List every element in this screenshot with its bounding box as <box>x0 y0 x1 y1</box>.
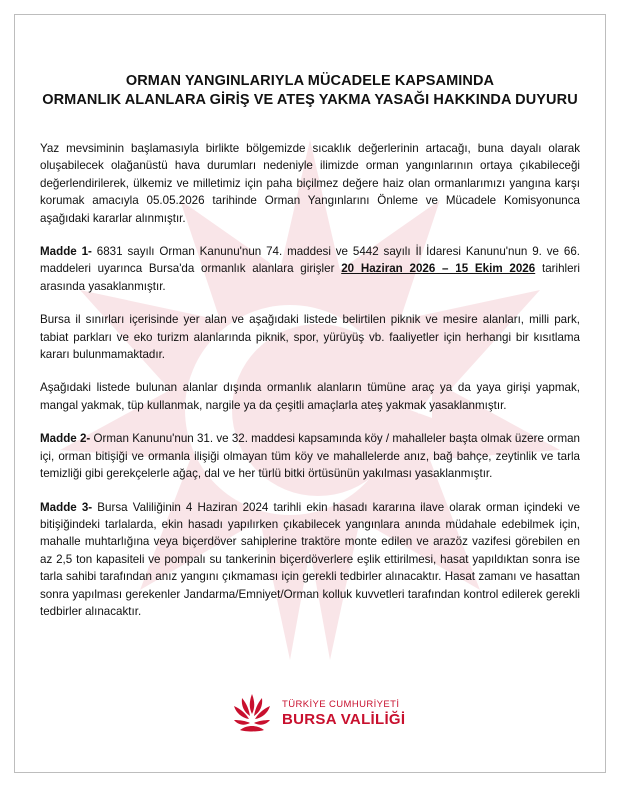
document-title <box>40 72 580 110</box>
document-body <box>40 72 580 636</box>
tulip-emblem-icon <box>228 690 276 738</box>
logo-line-2: BURSA VALİLİĞİ <box>282 711 406 728</box>
ban-paragraph: Aşağıdaki listede bulunan alanlar dışında ormanlık alanların tümüne araç ya da yaya girişi yapmak, mangal yakmak, tüp kullanmak, nargile ya da çeşitli amaçlarla ateş yakmak yasaklanmıştır. <box>40 381 580 412</box>
madde-1-dates: 20 Haziran 2026 – 15 Ekim 2026 <box>341 262 536 276</box>
logo-text <box>282 699 405 729</box>
intro-paragraph: Yaz mevsiminin başlamasıyla birlikte bölgemizde sıcaklık değerlerinin artacağı, buna dayalı olarak oluşabilecek olağanüstü hava durumları nedeniyle ilimizde orman yangınlarının ortaya çıkabileceği değerlendirilerek, ülkemiz ve milletimiz için paha biçilmez değere haiz olan ormanlarımızı yangına karşı korumak amacıyla 05.05.2026 tarihinde Orman Yangınlarını Önleme ve Mücadele Komisyonunca aşağıdaki kararlar alınmıştır. <box>40 142 580 225</box>
madde-2-paragraph <box>40 430 580 482</box>
title-line-1: ORMAN YANGINLARIYLA MÜCADELE KAPSAMINDA <box>125 73 495 89</box>
madde-2-label: Madde 2- <box>40 432 91 446</box>
madde-2-text: Orman Kanunu'nun 31. ve 32. maddesi kapsamında köy / mahalleler başta olmak üzere orman içi, orman bitişiği ve ormanla ilişiği olmayan tüm köy ve mahallelerde anız, bağ bahçe, zeytinlik ve tarla temizliği gibi gerekçelerle ağaç, dal ve her türlü bitki örtüsünün yakılması yasaklanmıştır. <box>40 432 581 481</box>
madde-3-paragraph <box>40 499 580 621</box>
logo-line-1: TÜRKİYE CUMHURİYETİ <box>282 699 400 710</box>
madde-1-text-b: tarihleri arasında yasaklanmıştır. <box>40 262 580 293</box>
madde-1-label: Madde 1- <box>40 245 92 259</box>
bursa-valiligi-logo <box>228 690 406 738</box>
title-line-2: ORMANLIK ALANLARA GİRİŞ VE ATEŞ YAKMA YASAĞI HAKKINDA DUYURU <box>42 92 578 108</box>
exceptions-paragraph: Bursa il sınırları içerisinde yer alan ve aşağıdaki listede belirtilen piknik ve mesire alanları, milli park, tabiat parkları ve eko turizm alanlarında piknik, spor, yürüyüş vb. faaliyetler için herhangi bir kısıtlama kararı bulunmamaktadır. <box>40 313 580 362</box>
madde-1-paragraph <box>40 243 580 295</box>
madde-1-text-a: 6831 sayılı Orman Kanunu'nun 74. maddesi ve 5442 sayılı İl İdaresi Kanunu'nun 9. ve 66. maddeleri uyarınca Bursa'da ormanlık alanlara girişler <box>40 245 580 276</box>
madde-3-label: Madde 3- <box>40 500 93 514</box>
madde-3-text: Bursa Valiliğinin 4 Haziran 2024 tarihli ekin hasadı kararına ilave olarak orman içindeki ve bitişiğindeki tarlalarda, ekin hasadı yapılırken çıkabilecek yangınlara anında müdahale edebilmek için, mahalle muhtarlığına veya biçerdöver sahiplerine traktöre monte edilen ve arazöz vazifesi görebilen en az 2,5 ton kapasiteli ve pompalı su tankerinin biçerdöverlere eşlik ettirilmesi, hasat yapıldıktan sonra ise tarla sahibi tarafından anız yangını çıkmaması için gerekli tedbirler alınacaktır. Hasat zamanı ve hasattan sonra yapılması gerekenler Jandarma/Emniyet/Orman kolluk kuvvetleri tarafından kontrol edilerek gerekli tedbirler alınacaktır. <box>40 500 580 618</box>
